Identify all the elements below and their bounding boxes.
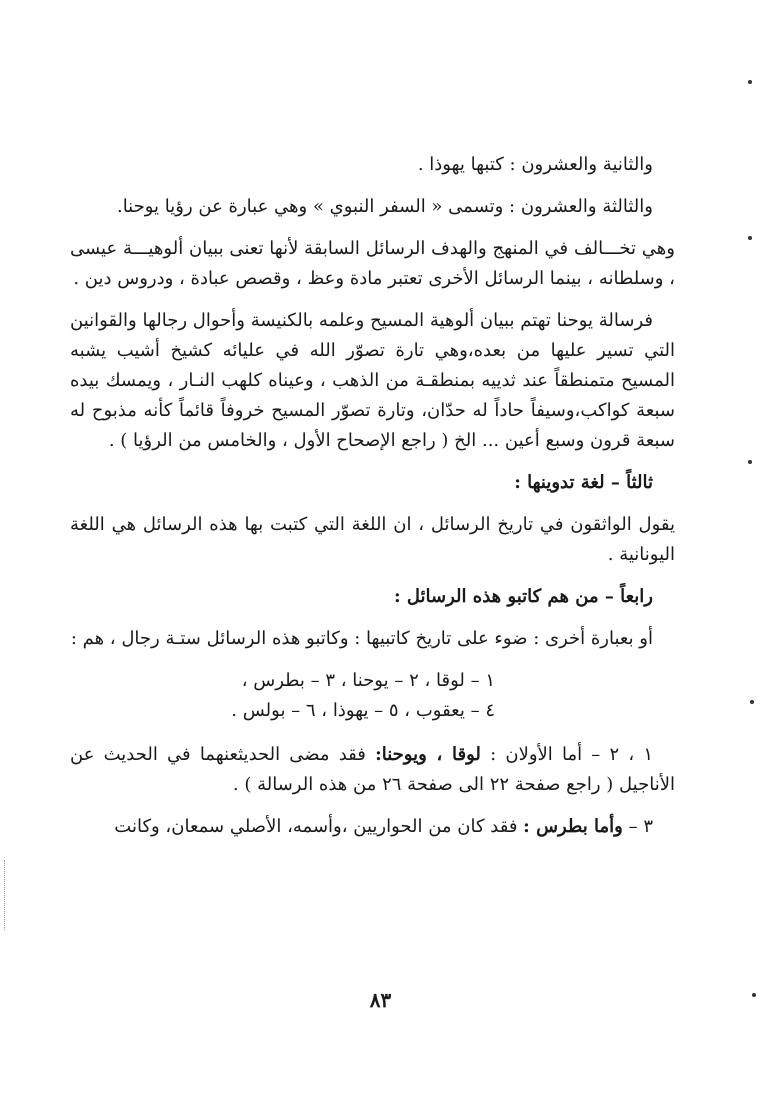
paragraph-revelation-difference: وهي تخـــالف في المنهج والهدف الرسائل السابقة لأنها تعنى ببيان ألوهيـــة عيسى ، وسلطانه ، بينما الرسائل الأخرى تعتبر مادة وعظ ، وقصص عبادة ، ودروس دين . <box>70 238 675 289</box>
margin-mark <box>752 993 756 997</box>
page-body <box>70 150 675 854</box>
margin-dots <box>4 860 8 930</box>
paragraph-peter-lead: ٣ – <box>628 816 653 837</box>
paragraph-revelation-description: فرسالة يوحنا تهتم ببيان ألوهية المسيح وعلمه بالكنيسة وأحوال رجالها والقوانين التي تسير عليها من بعده،وهي تارة تصوّر الله في عليائه كشيخ أشيب يشبه المسيح متمنطقاً عند ثدييه بمنطقـة من الذهب ، وعيناه كلهب النـار ، ويمسك بيده سبعة كواكب،وسيفاً حاداً له حدّان، وتارة تصوّر المسيح خروفاً قائماً كأنه مذبوح له سبعة قرون وسبع أعين ... الخ ( راجع الإصحاح الأول ، والخامس من الرؤيا ) . <box>70 310 675 451</box>
authors-list-line-2: ٤ – يعقوب ، ٥ – يهوذا ، ٦ – بولس . <box>231 700 495 721</box>
paragraph-luke-john-names: لوقا ، ويوحنا: <box>375 744 481 765</box>
paragraph-peter-text: فقد كان من الحواريين ،وأسمه، الأصلي سمعان، وكانت <box>114 816 518 837</box>
paragraph-second-twentieth: والثانية والعشرون : كتبها يهوذا . <box>417 154 653 175</box>
paragraph-peter <box>70 812 675 842</box>
paragraph-luke-john <box>70 740 675 800</box>
margin-mark <box>748 236 752 240</box>
authors-list-line-1: ١ – لوقا ، ٢ – يوحنا ، ٣ – بطرس ، <box>241 670 495 691</box>
paragraph-authors-intro: أو بعبارة أخرى : ضوء على تاريخ كاتبيها : وكاتبو هذه الرسائل ستـة رجال ، هم : <box>70 628 653 649</box>
paragraph-language: يقول الواثقون في تاريخ الرسائل ، ان اللغة التي كتبت بها هذه الرسائل هي اللغة اليونانية . <box>70 514 675 565</box>
margin-mark <box>750 700 754 704</box>
paragraph-luke-john-lead: ١ ، ٢ – أما الأولان : <box>490 744 653 765</box>
authors-list <box>70 666 675 726</box>
page-number: ٨٣ <box>369 988 392 1012</box>
margin-mark <box>748 460 752 464</box>
heading-authors: رابعاً – من هم كاتبو هذه الرسائل : <box>394 586 653 607</box>
paragraph-third-twentieth: والثالثة والعشرون : وتسمى « السفر النبوي » وهي عبارة عن رؤيا يوحنا. <box>116 196 653 217</box>
paragraph-peter-name: وأما بطرس : <box>523 816 623 837</box>
heading-language: ثالثاً – لغة تدوينها : <box>514 472 653 493</box>
paragraph-luke-john-text: فقد مضى الحديثعنهما في الحديث عن الأناجيل ( راجع صفحة ٢٢ الى صفحة ٢٦ من هذه الرسالة ) . <box>70 744 675 795</box>
margin-mark <box>748 80 752 84</box>
